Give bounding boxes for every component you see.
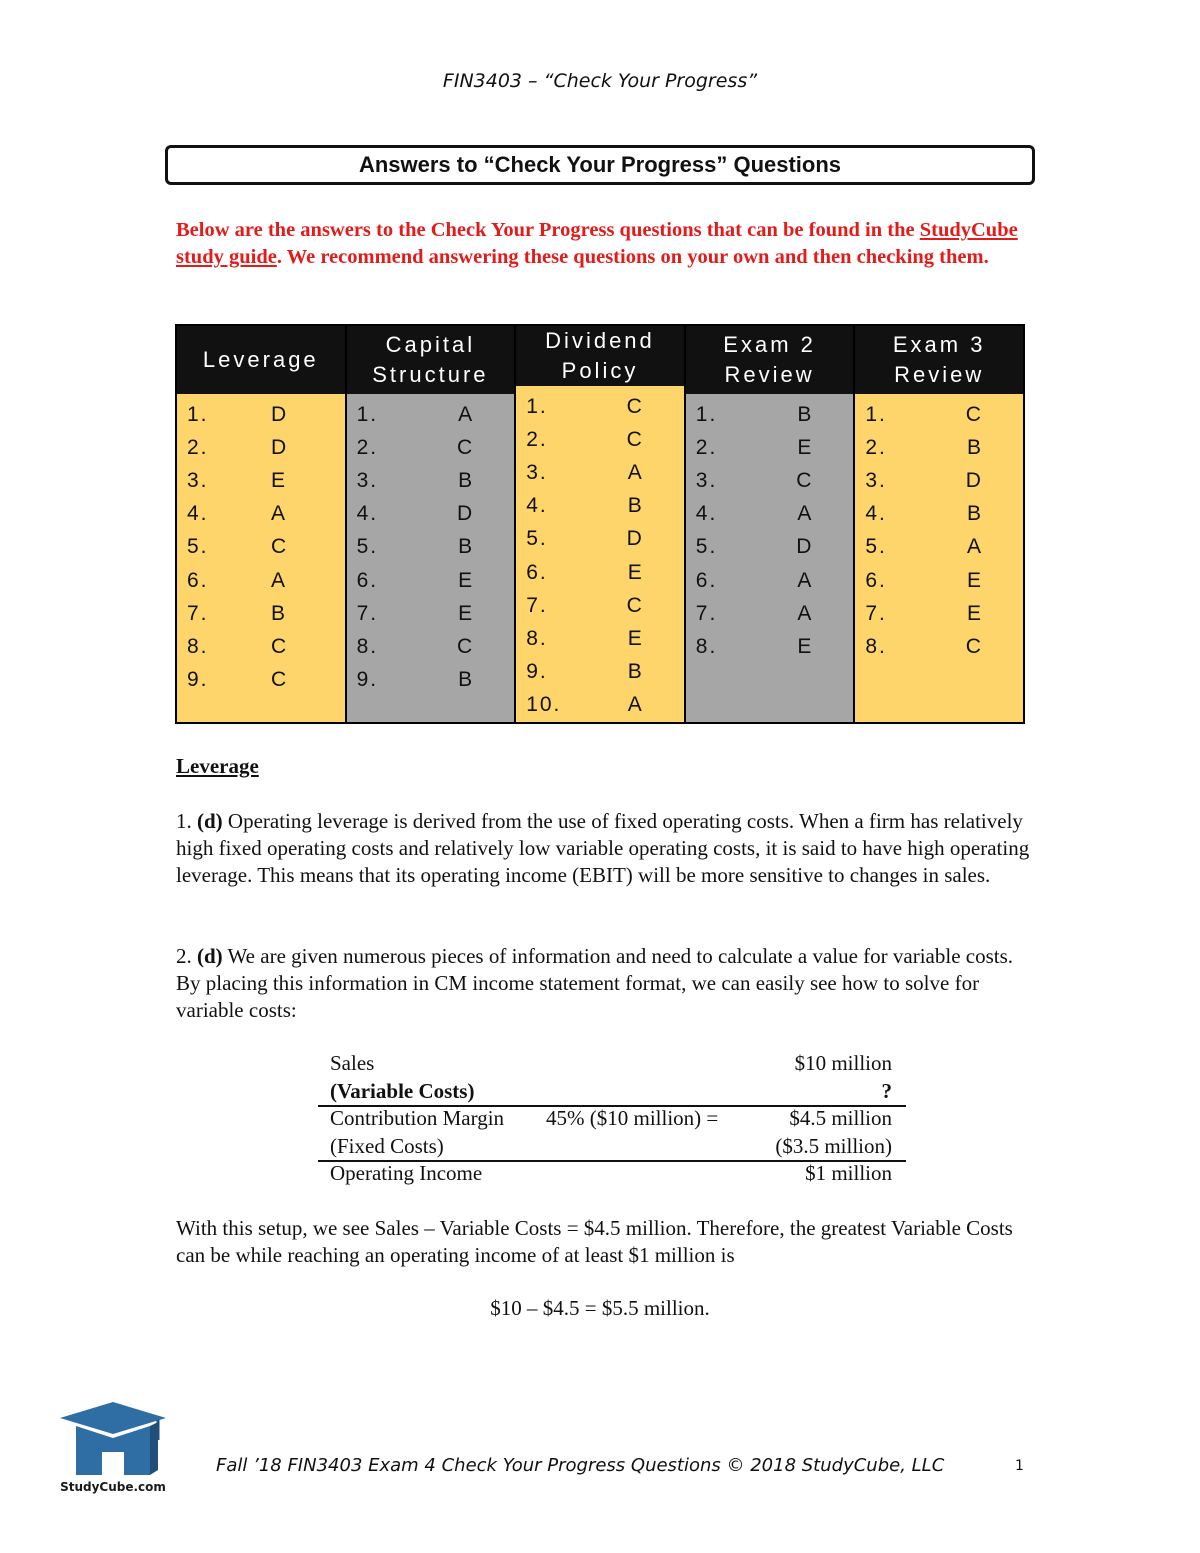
column-title-line1: Leverage	[202, 347, 319, 372]
question-number: 5.	[865, 535, 887, 559]
question-number: 6.	[695, 568, 718, 592]
answer-letter: E	[966, 601, 983, 625]
equation: $10 – $4.5 = $5.5 million.	[490, 1296, 710, 1320]
answer-row	[686, 564, 854, 597]
question-number: 4.	[526, 494, 548, 518]
cm-row-contribution-margin	[318, 1105, 906, 1133]
question-number: 3.	[187, 468, 209, 492]
answer-row	[347, 597, 515, 630]
answer-row	[855, 564, 1023, 597]
answer-row	[347, 630, 515, 663]
answer-letter: A	[271, 502, 288, 526]
question-1-explanation	[176, 808, 1036, 889]
answer-letter: B	[458, 668, 475, 692]
q2-text: We are given numerous pieces of information and need to calculate a value for variable costs. By placing this information in CM income statement format, we can easily see how to solve for variable costs:	[176, 944, 1014, 1022]
answer-row	[516, 656, 684, 689]
column-title-line1: Dividend	[545, 328, 655, 354]
answer-column	[686, 326, 856, 722]
answer-letter: A	[797, 502, 814, 526]
question-number: 8.	[695, 634, 718, 658]
answer-row	[855, 630, 1023, 663]
cm-value: $4.5 million	[789, 1106, 892, 1130]
intro-paragraph	[176, 217, 1036, 271]
answer-letter: B	[627, 494, 644, 518]
answer-letter: B	[458, 535, 475, 559]
answer-row	[855, 398, 1023, 431]
cm-row-operating-income	[318, 1160, 906, 1188]
q1-text: Operating leverage is derived from the use of fixed operating costs. When a firm has relatively high fixed operating costs and relatively low variable operating costs, it is said to have high operating leverage. This means that its operating income (EBIT) will be more sensitive to changes in sales.	[176, 809, 1030, 887]
intro-text-before: Below are the answers to the Check Your Progress questions that can be found in the	[176, 219, 920, 241]
answer-letter: C	[271, 668, 289, 692]
column-header	[516, 326, 684, 386]
question-number: 8.	[187, 634, 209, 658]
question-number: 2.	[356, 435, 379, 459]
question-number: 3.	[526, 461, 548, 485]
answer-row	[686, 531, 854, 564]
question-number: 6.	[356, 568, 379, 592]
answer-row	[177, 498, 345, 531]
answer-letter: E	[966, 568, 983, 592]
answer-row	[855, 431, 1023, 464]
question-number: 7.	[865, 601, 887, 625]
question-number: 1.	[356, 402, 379, 426]
answer-letter: E	[458, 568, 475, 592]
answer-letter: B	[966, 502, 983, 526]
answer-letter: B	[458, 468, 475, 492]
answer-letter: C	[626, 427, 644, 451]
cm-label: (Variable Costs)	[330, 1078, 475, 1103]
answer-letter: C	[626, 394, 644, 418]
answer-row	[177, 531, 345, 564]
column-body	[347, 394, 515, 722]
question-number: 8.	[865, 634, 887, 658]
question-2-explanation	[176, 943, 1036, 1024]
answer-letter: C	[457, 634, 475, 658]
answer-row	[177, 597, 345, 630]
column-body	[855, 394, 1023, 722]
question-number: 8.	[356, 634, 379, 658]
column-header	[177, 326, 345, 394]
question-number: 4.	[356, 502, 379, 526]
answer-row	[177, 664, 345, 697]
answer-row	[347, 531, 515, 564]
question-number: 9.	[526, 660, 548, 684]
question-number: 6.	[865, 568, 887, 592]
question-number: 7.	[187, 601, 209, 625]
cm-row-fixed-costs	[318, 1133, 906, 1161]
cm-label: (Fixed Costs)	[330, 1133, 444, 1158]
studycube-logo	[58, 1400, 168, 1500]
answer-row	[516, 390, 684, 423]
intro-text-after: . We recommend answering these questions on your own and then checking them.	[276, 246, 989, 268]
question-number: 9.	[356, 668, 379, 692]
answer-letter: B	[797, 402, 814, 426]
answer-column	[855, 326, 1023, 722]
column-title-line1: Exam 3	[892, 332, 986, 357]
answer-letter: D	[796, 535, 814, 559]
answer-row	[686, 498, 854, 531]
cm-value: $10 million	[794, 1051, 892, 1075]
answer-letter: E	[627, 560, 644, 584]
cm-row-sales	[318, 1050, 906, 1078]
question-number: 5.	[526, 527, 548, 551]
answer-letter: E	[797, 634, 814, 658]
column-body	[177, 394, 345, 722]
answer-letter: A	[627, 693, 644, 717]
question-number: 9.	[187, 668, 209, 692]
study-guide-link[interactable]: StudyCube study guide	[176, 219, 1018, 268]
answer-row	[686, 431, 854, 464]
answer-row	[347, 664, 515, 697]
question-number: 3.	[865, 468, 887, 492]
column-header	[686, 326, 854, 394]
question-number: 2.	[526, 427, 548, 451]
cm-value: ($3.5 million)	[775, 1133, 892, 1158]
answer-letter: A	[797, 601, 814, 625]
column-title-line2: Structure	[372, 362, 489, 387]
answer-letter: B	[271, 601, 288, 625]
question-number: 2.	[865, 435, 887, 459]
answer-letter: E	[797, 435, 814, 459]
column-title-line1: Exam 2	[723, 332, 816, 357]
answer-column	[516, 326, 686, 722]
answer-letter: C	[271, 634, 289, 658]
question-number: 1.	[526, 394, 548, 418]
question-number: 4.	[695, 502, 718, 526]
answer-letter: E	[627, 627, 644, 651]
cm-label: Operating Income	[330, 1161, 483, 1185]
question-number: 2.	[695, 435, 718, 459]
column-title-line2: Review	[724, 362, 815, 387]
question-number: 10.	[526, 693, 562, 717]
answers-banner: Answers to “Check Your Progress” Questions	[165, 145, 1035, 185]
cm-label: Sales	[330, 1051, 375, 1075]
answer-row	[686, 464, 854, 497]
answer-row	[177, 398, 345, 431]
answer-row	[686, 398, 854, 431]
answer-row	[516, 622, 684, 655]
logo-text: StudyCube.com	[60, 1480, 166, 1494]
answer-letter: A	[797, 568, 814, 592]
answer-row	[516, 556, 684, 589]
q1-answer: (d)	[197, 809, 223, 833]
graduation-cap-icon	[58, 1400, 168, 1480]
answer-row	[347, 498, 515, 531]
cm-row-variable-costs	[318, 1078, 906, 1106]
answer-letter: C	[271, 535, 289, 559]
answer-row	[347, 431, 515, 464]
q2-answer: (d)	[197, 944, 223, 968]
cm-label: Contribution Margin	[330, 1106, 505, 1130]
answer-letter: E	[458, 601, 475, 625]
column-body	[516, 386, 684, 722]
answer-row	[516, 490, 684, 523]
answer-column	[347, 326, 517, 722]
column-title-line2: Policy	[561, 358, 639, 384]
question-number: 7.	[526, 593, 548, 617]
cm-income-statement	[318, 1050, 906, 1188]
answer-letter: D	[457, 502, 475, 526]
answer-letter: B	[627, 660, 644, 684]
answer-row	[177, 564, 345, 597]
answer-row	[855, 464, 1023, 497]
cm-value: ?	[881, 1078, 892, 1103]
column-header	[347, 326, 515, 394]
answer-letter: D	[626, 527, 644, 551]
column-body	[686, 394, 854, 722]
section-title: Leverage	[176, 754, 259, 778]
question-number: 5.	[187, 535, 209, 559]
answer-letter: C	[965, 402, 983, 426]
question-number: 7.	[695, 601, 718, 625]
column-title-line2: Review	[894, 362, 985, 387]
answer-row	[177, 630, 345, 663]
answer-letter: D	[271, 402, 289, 426]
answer-key-table	[175, 324, 1025, 724]
answer-letter: C	[796, 468, 814, 492]
answer-row	[347, 564, 515, 597]
answer-letter: B	[966, 435, 983, 459]
answer-row	[516, 689, 684, 722]
answer-letter: A	[966, 535, 983, 559]
answer-row	[516, 523, 684, 556]
question-number: 2.	[187, 435, 209, 459]
q1-label: 1.	[176, 809, 197, 833]
q2-label: 2.	[176, 944, 197, 968]
question-number: 6.	[526, 560, 548, 584]
answer-column	[177, 326, 347, 722]
answer-row	[855, 597, 1023, 630]
question-number: 1.	[187, 402, 209, 426]
answer-row	[516, 457, 684, 490]
question-number: 3.	[695, 468, 718, 492]
cm-formula: 45% ($10 million) =	[546, 1106, 719, 1130]
answer-row	[177, 431, 345, 464]
answer-letter: C	[965, 634, 983, 658]
answer-row	[347, 464, 515, 497]
question-number: 7.	[356, 601, 379, 625]
answer-row	[516, 423, 684, 456]
answer-letter: A	[627, 461, 644, 485]
answer-letter: D	[271, 435, 289, 459]
page-header: FIN3403 – “Check Your Progress”	[442, 70, 758, 92]
answer-row	[686, 597, 854, 630]
answer-letter: C	[626, 593, 644, 617]
question-number: 4.	[187, 502, 209, 526]
answer-letter: E	[271, 468, 288, 492]
answer-letter: A	[458, 402, 475, 426]
answer-row	[855, 531, 1023, 564]
footer-text: Fall ’18 FIN3403 Exam 4 Check Your Progress Questions © 2018 StudyCube, LLC	[216, 1455, 945, 1476]
conclusion-paragraph: With this setup, we see Sales – Variable Costs = $4.5 million. Therefore, the greatest Variable Costs can be while reaching an operating income of at least $1 million is	[176, 1216, 1013, 1267]
answer-row	[686, 630, 854, 663]
answer-letter: A	[271, 568, 288, 592]
question-number: 6.	[187, 568, 209, 592]
question-number: 5.	[356, 535, 379, 559]
cm-value: $1 million	[805, 1161, 892, 1185]
page-number: 1	[1015, 1458, 1024, 1474]
question-number: 3.	[356, 468, 379, 492]
answer-letter: C	[457, 435, 475, 459]
question-number: 4.	[865, 502, 887, 526]
answer-letter: D	[965, 468, 983, 492]
answer-row	[347, 398, 515, 431]
answer-row	[177, 464, 345, 497]
question-number: 5.	[695, 535, 718, 559]
question-number: 1.	[865, 402, 887, 426]
question-number: 1.	[695, 402, 718, 426]
question-number: 8.	[526, 627, 548, 651]
answer-row	[855, 498, 1023, 531]
answer-row	[516, 589, 684, 622]
column-title-line1: Capital	[385, 332, 476, 357]
column-header	[855, 326, 1023, 394]
